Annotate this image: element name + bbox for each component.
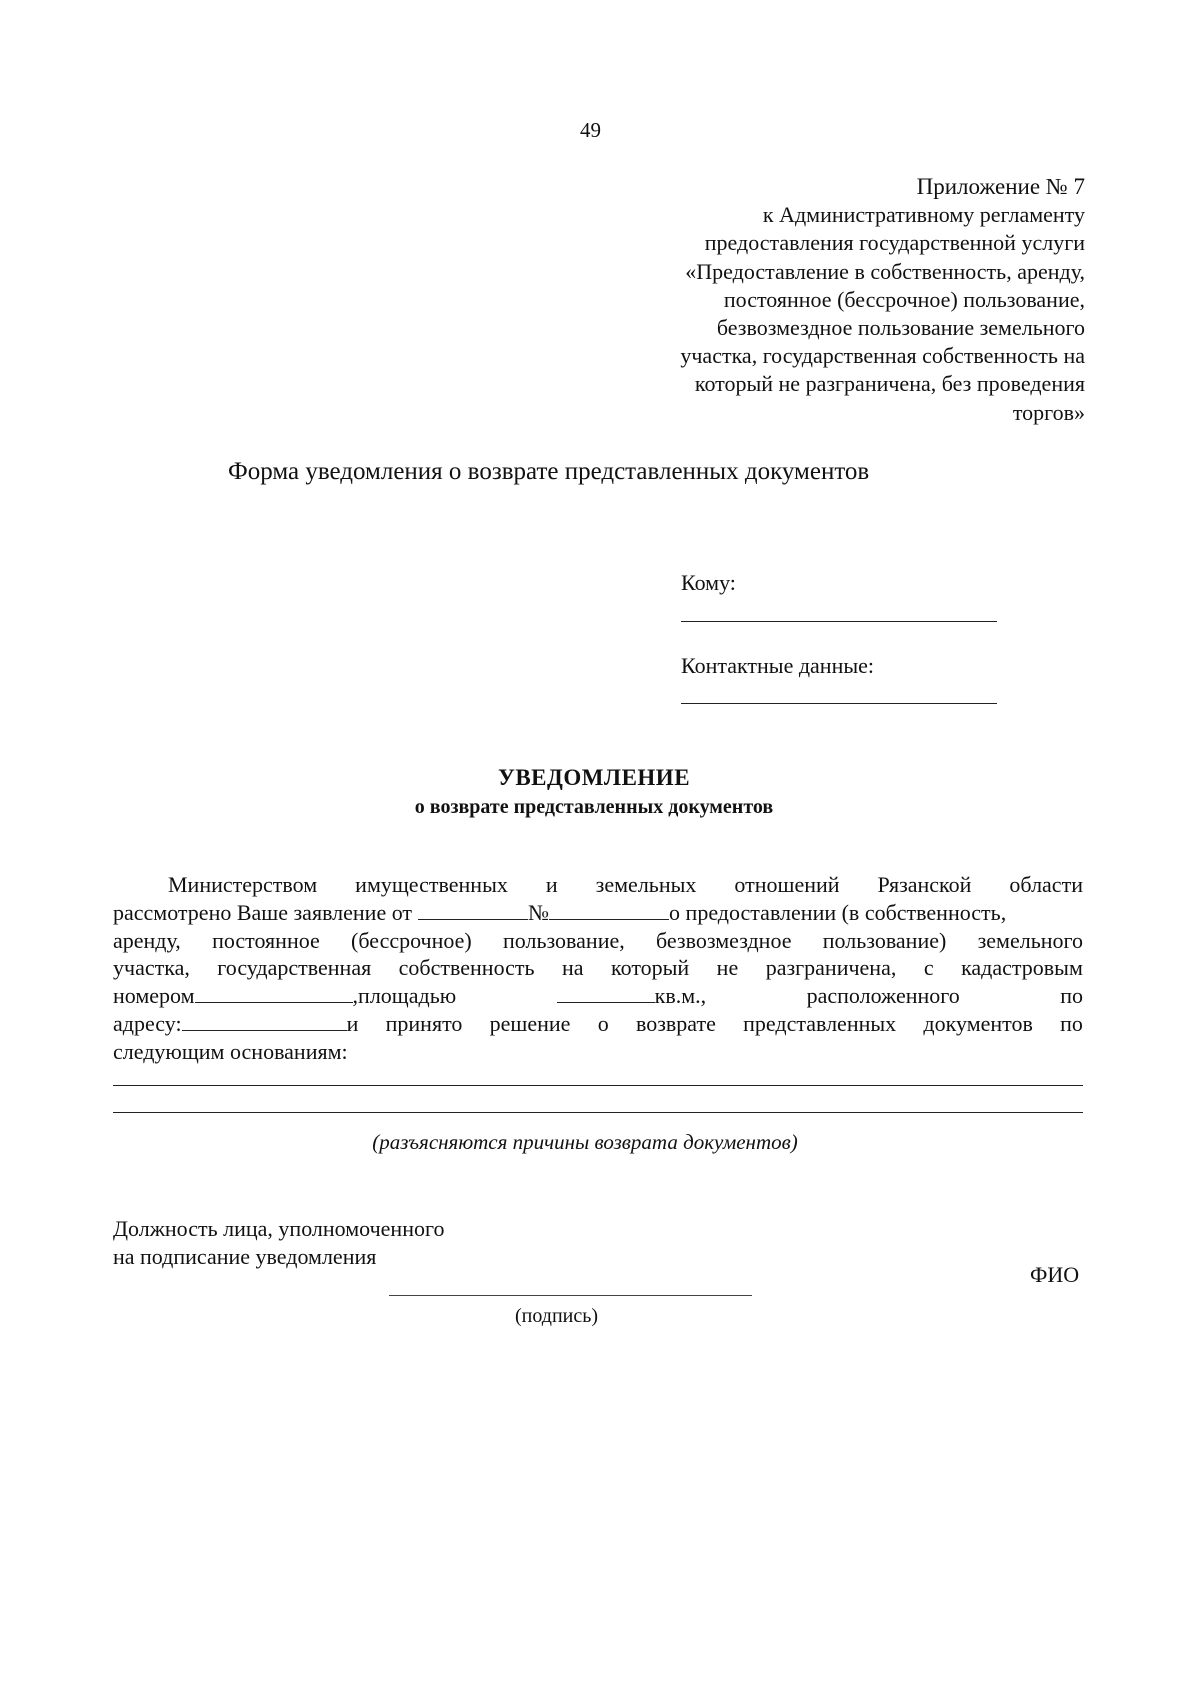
body-word: кадастровым [961,955,1083,981]
body-text: ,площадью [352,983,457,1009]
body-word: аренду, [113,927,181,953]
body-text: номером [113,983,195,1009]
body-text: расположенного [806,983,960,1009]
body-word: пользование, [503,927,625,953]
body-line-5 [113,983,1083,1011]
body-word: области [1009,872,1083,897]
body-word: участка, [113,955,190,981]
body-text: документов [923,1010,1033,1036]
body-word: не [716,955,739,981]
body-word: безвозмездное [656,927,792,953]
signatory-position [113,1215,444,1271]
body-text: решение [489,1010,571,1036]
page-number: 49 [580,118,601,142]
body-word: который [611,955,690,981]
body-text: по [1060,1010,1083,1036]
signature-field-line[interactable] [389,1295,752,1296]
notice-title-text: УВЕДОМЛЕНИЕ [497,765,691,790]
body-line-4 [113,955,1083,983]
body-line-7 [113,1039,1083,1067]
recipient-field-line[interactable] [681,621,997,622]
body-text: рассмотрено Ваше заявление от [113,899,413,925]
appendix-line: безвозмездное пользование земельного [716,315,1085,341]
body-segment [557,983,707,1009]
body-word: Министерством [168,872,318,897]
notice-body [113,872,1083,1067]
body-text: принято [385,1010,463,1036]
signatory-position-line: на подписание уведомления [113,1244,377,1269]
body-text: № [528,899,550,925]
body-word: постоянное [212,927,320,953]
appendix-line: «Предоставление в собственность, аренду, [685,258,1085,284]
appendix-line: торгов» [1012,399,1085,425]
body-word: Рязанской [877,872,972,897]
body-line-6 [113,1011,1083,1039]
appendix-line: который не разграничена, без проведения [694,371,1085,397]
body-text: и [346,1010,359,1036]
cadastral-number-field[interactable] [195,984,353,1003]
appendix-line: предоставления государственной услуги [704,230,1085,256]
body-word: с [923,955,934,981]
body-segment [113,1011,358,1037]
recipient-label: Кому: [681,570,736,595]
body-word: и [545,872,558,897]
body-segment [113,983,456,1009]
reason-field-line-2[interactable] [113,1112,1083,1113]
body-word: (бессрочное) [351,927,472,953]
reason-caption [0,1130,1200,1155]
notice-title [0,765,1200,791]
body-line-2 [113,900,1083,928]
address-field[interactable] [182,1012,347,1031]
signature-caption: (подпись) [515,1305,599,1327]
body-word: государственная [217,955,372,981]
body-line-3 [113,928,1083,956]
body-text: кв.м., [654,983,707,1009]
body-text: представленных [743,1010,897,1036]
body-word: земельных [595,872,697,897]
notice-subtitle [0,796,1200,819]
fio-label: ФИО [1030,1262,1080,1287]
form-title: Форма уведомления о возврате представленных документов [228,458,870,485]
body-text: следующим основаниям: [113,1038,348,1064]
body-word: пользование) [822,927,947,953]
reason-field-line-1[interactable] [113,1085,1083,1086]
body-line-1 [113,872,1083,900]
notice-subtitle-text: о возврате представленных документов [414,796,774,818]
appendix-line: участка, государственная собственность на [680,343,1085,369]
body-text: возврате [635,1010,716,1036]
signatory-position-line: Должность лица, уполномоченного [113,1216,445,1241]
body-word: на [562,955,584,981]
application-date-field[interactable] [418,901,528,920]
reason-caption-text: (разъясняются причины возврата документов) [372,1130,798,1154]
appendix-line: Приложение № 7 [916,174,1085,199]
body-word: имущественных [355,872,508,897]
contact-label: Контактные данные: [681,653,874,678]
body-word: земельного [977,927,1083,953]
body-text: адресу: [113,1010,182,1036]
appendix-line: к Административному регламенту [762,202,1085,228]
body-word: отношений [734,872,840,897]
body-text: по [1060,983,1083,1009]
body-word: разграничена, [765,955,897,981]
appendix-line: постоянное (бессрочное) пользование, [723,286,1085,312]
body-word: собственность [398,955,535,981]
body-text: о [597,1010,609,1036]
appendix-header [565,173,1085,427]
contact-field-line[interactable] [681,703,997,704]
area-field[interactable] [557,984,655,1003]
body-text: о предоставлении (в собственность, [669,899,1007,925]
application-number-field[interactable] [549,901,669,920]
